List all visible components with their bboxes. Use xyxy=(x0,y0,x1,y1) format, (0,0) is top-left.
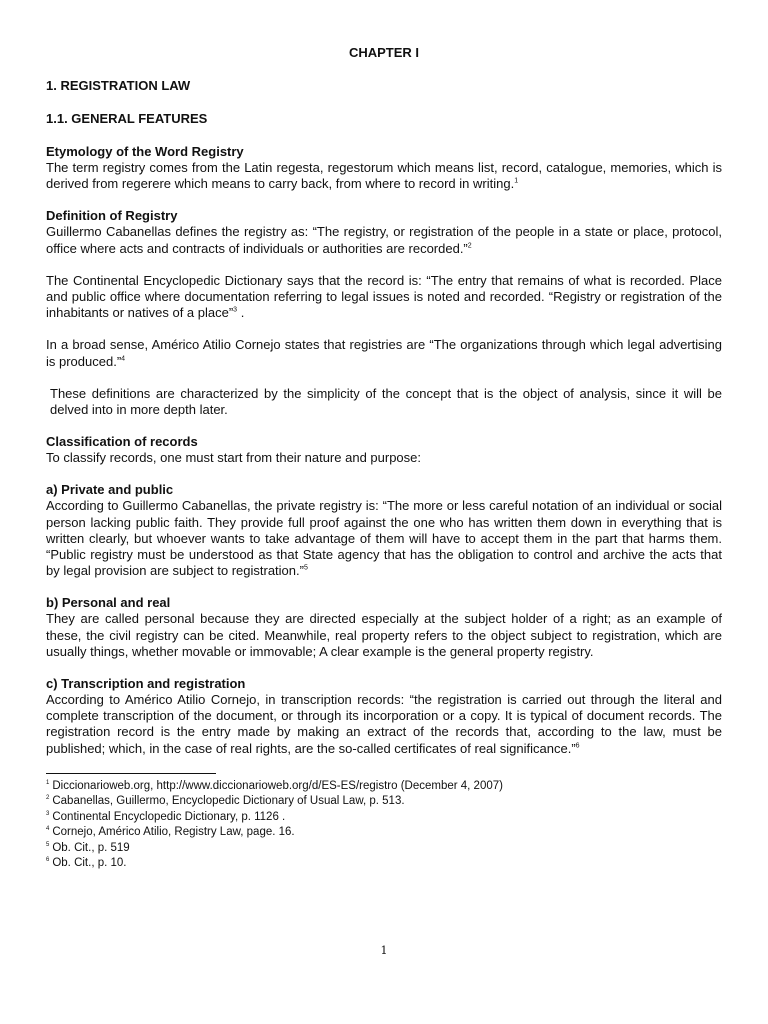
footnote-number: 1 xyxy=(46,780,50,787)
etymology-paragraph xyxy=(46,160,722,192)
definition-paragraph-4: These definitions are characterized by the simplicity of the concept that is the object of analysis, since it will be delved into in more depth later. xyxy=(50,385,722,418)
definition-paragraph-2 xyxy=(46,273,722,322)
footnote-text: Continental Encyclopedic Dictionary, p. 1126 . xyxy=(52,810,286,823)
personal-real-section xyxy=(46,595,722,660)
personal-real-paragraph: They are called personal because they are directed especially at the subject holder of a right; as an example of these, the civil registry can be cited. Meanwhile, real property refers to the object subject to registration, which are usually things, whether movable or immovable; A clear example is the general property registry. xyxy=(46,611,722,659)
footnotes xyxy=(46,779,722,871)
definition-paragraph-3 xyxy=(46,337,722,369)
private-public-paragraph xyxy=(46,498,722,579)
footnote-number: 3 xyxy=(46,810,50,817)
etymology-section xyxy=(46,144,722,192)
classification-title: Classification of records xyxy=(46,434,198,450)
etymology-title: Etymology of the Word Registry xyxy=(46,144,244,159)
footnote-number: 6 xyxy=(46,857,50,864)
etymology-text: The term registry comes from the Latin regesta, regestorum which means list, record, catalogue, memories, which is derived from regerere which means to carry back, from where to record in writing. xyxy=(46,160,722,192)
definition-text-1: Guillermo Cabanellas defines the registry as: “The registry, or registration of the people in a state or place, protocol, office where acts and contracts of individuals or authorities are recorded.” xyxy=(46,224,722,256)
footnote xyxy=(46,794,722,809)
footnote-number: 5 xyxy=(46,841,50,848)
definition-section xyxy=(46,208,722,418)
footnote xyxy=(46,779,722,794)
definition-text-2: The Continental Encyclopedic Dictionary says that the record is: “The entry that remains of what is recorded. Place and public office where documentation referring to legal issues is noted and recorded. “Registry or registration of the inhabitants or natives of a place” xyxy=(46,272,722,321)
footnote xyxy=(46,825,722,840)
footnote-ref-5[interactable]: 5 xyxy=(303,564,308,572)
definition-paragraph-1 xyxy=(46,224,722,256)
footnote-ref-1[interactable]: 1 xyxy=(514,177,519,185)
definition-title: Definition of Registry xyxy=(46,208,178,224)
footnote-text: Cabanellas, Guillermo, Encyclopedic Dictionary of Usual Law, p. 513. xyxy=(52,795,405,808)
footnote xyxy=(46,841,722,856)
footnote-text: Diccionarioweb.org, http://www.diccionarioweb.org/d/ES-ES/registro (December 4, 2007) xyxy=(52,779,503,792)
section-heading: 1. REGISTRATION LAW xyxy=(46,78,191,93)
page-number: 1 xyxy=(380,944,388,957)
classification-paragraph: To classify records, one must start from their nature and purpose: xyxy=(46,450,422,466)
footnote-ref-4[interactable]: 4 xyxy=(121,355,126,363)
transcription-paragraph xyxy=(46,692,722,757)
footnote xyxy=(46,810,722,825)
transcription-title: c) Transcription and registration xyxy=(46,676,246,692)
footnote-text: Ob. Cit., p. 519 xyxy=(52,841,130,854)
private-public-title: a) Private and public xyxy=(46,482,174,498)
footnote xyxy=(46,856,722,871)
footnote-text: Ob. Cit., p. 10. xyxy=(52,856,127,869)
private-public-text: According to Guillermo Cabanellas, the private registry is: “The more or less careful notation of an individual or social person lacking public faith. They provide full proof against the one who has written them down in everything that is written clearly, but whoever wants to take advantage of them will have to accept them in the part that harms them. “Public registry must be understood as that State agency that has the obligation to control and archive the acts that by legal provision are subject to registration.” xyxy=(46,498,722,579)
footnote-number: 2 xyxy=(46,795,50,802)
footnote-text: Cornejo, Américo Atilio, Registry Law, page. 16. xyxy=(52,826,295,839)
transcription-text: According to Américo Atilio Cornejo, in transcription records: “the registration is carried out through the literal and complete transcription of the document, or through its incorporation or a copy. It is typical of document records. The registration record is the entry made by making an extract of the records that, according to the law, must be published; which, in the case of real rights, are the so-called certificates of real significance.” xyxy=(46,692,722,756)
classification-section xyxy=(46,434,722,466)
transcription-section xyxy=(46,676,722,757)
footnote-number: 4 xyxy=(46,826,50,833)
subsection-heading: 1.1. GENERAL FEATURES xyxy=(46,111,208,126)
footnote-ref-6[interactable]: 6 xyxy=(575,742,580,750)
definition-text-3: In a broad sense, Américo Atilio Cornejo states that registries are “The organizations through which legal advertising is produced.” xyxy=(46,337,722,369)
footnote-ref-2[interactable]: 2 xyxy=(467,242,472,250)
personal-real-title: b) Personal and real xyxy=(46,595,171,611)
chapter-heading: CHAPTER I xyxy=(348,45,420,60)
footnote-divider xyxy=(46,773,216,774)
definition-text-2-tail: . xyxy=(237,305,245,321)
private-public-section xyxy=(46,482,722,579)
footnote-ref-3[interactable]: 3 xyxy=(233,306,238,314)
